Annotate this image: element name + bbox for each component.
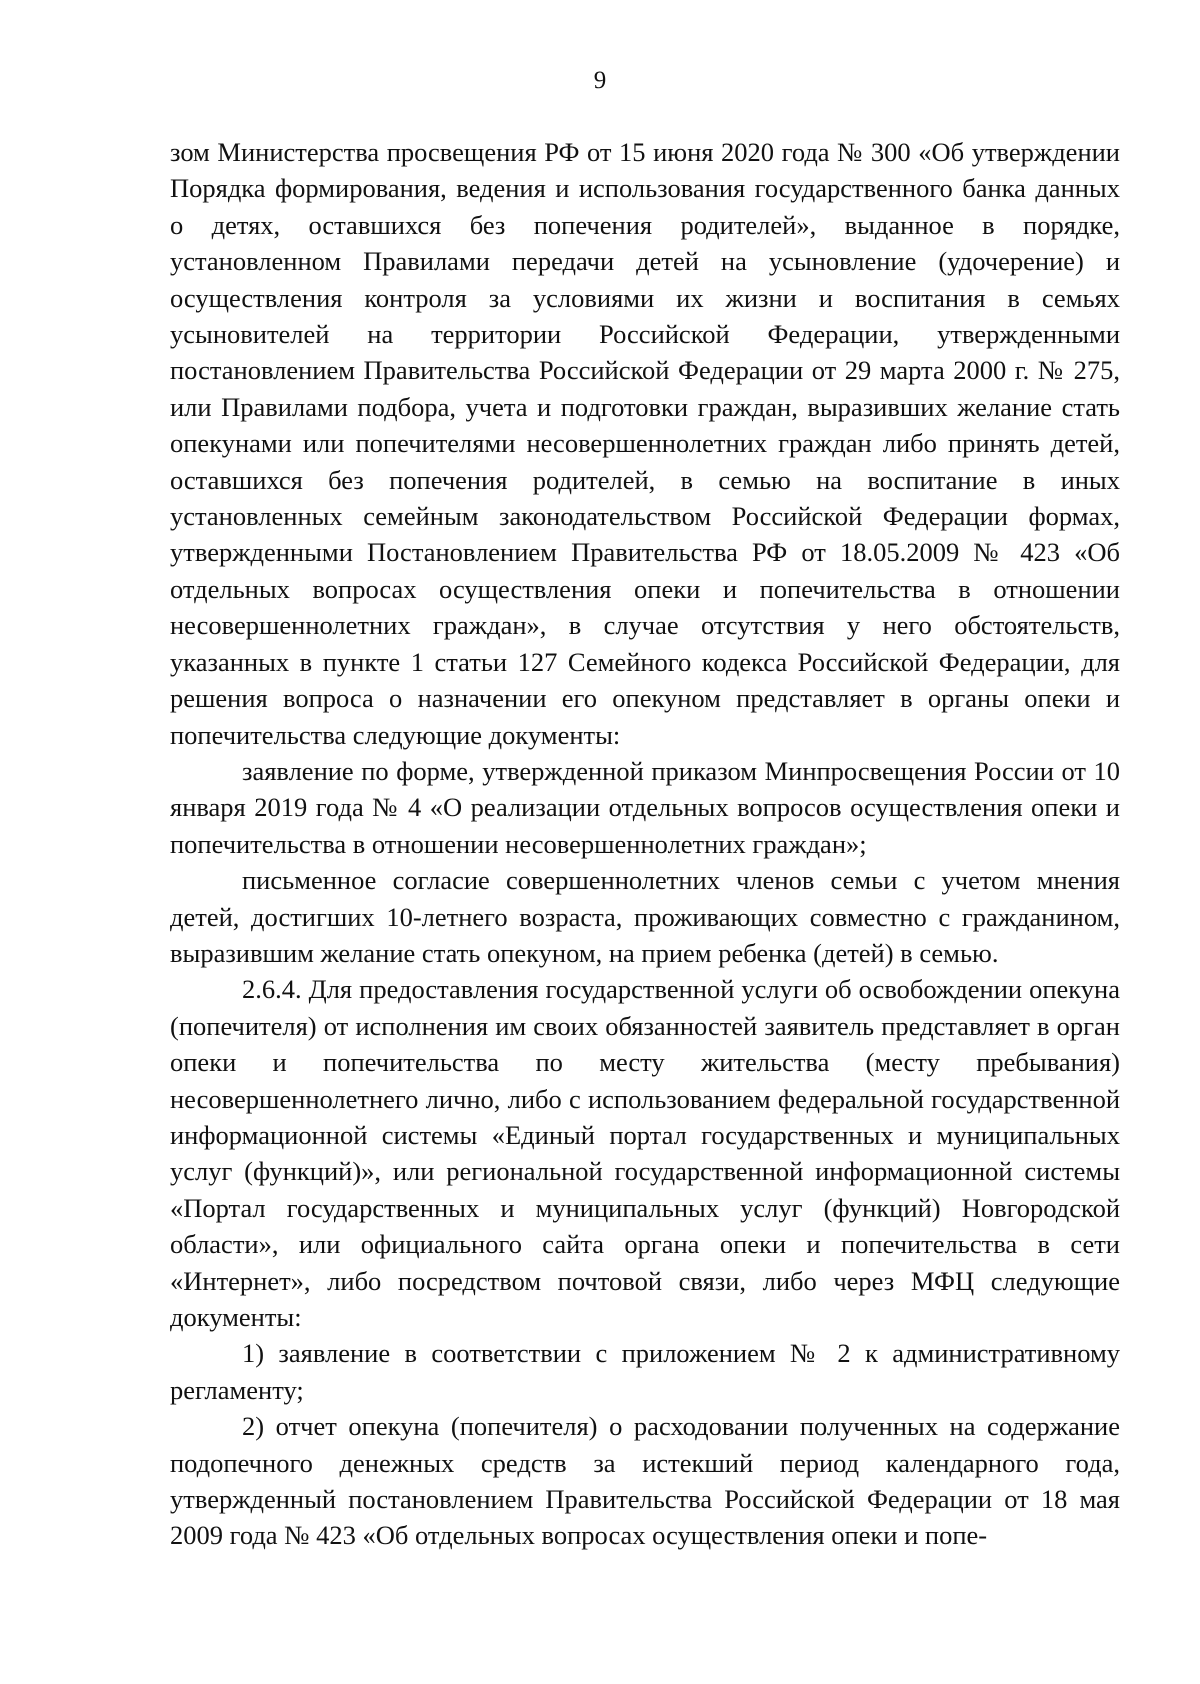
paragraph-application-form: заявление по форме, утвержденной приказом Минпросвещения России от 10 января 2019 года № 4 «О реализации отдельных вопросов осуществления опеки и попечительства в отношении несовершеннолетних граждан»; [170,755,1120,859]
page-number: 9 [593,67,607,94]
list-item-2: 2) отчет опекуна (попечителя) о расходовании полученных на содержание подопечного денежных средств за истекший период календарного года, утвержденный постановлением Правительства Российской Федерации от 18 мая 2009 года № 423 «Об отдельных вопросах осуществления опеки и попе- [170,1411,1120,1551]
document-body [170,134,1120,1554]
list-item-1: 1) заявление в соответствии с приложением № 2 к административному регламенту; [170,1338,1120,1405]
paragraph-family-consent: письменное согласие совершеннолетних членов семьи с учетом мнения детей, достигших 10-летнего возраста, проживающих совместно с гражданином, выразившим желание стать опекуном, на прием ребенка (детей) в семью. [170,865,1120,968]
paragraph-section-2-6-4: 2.6.4. Для предоставления государственной услуги об освобождении опекуна (попечителя) от исполнения им своих обязанностей заявитель представляет в орган опеки и попечительства по месту жительства (месту пребывания) несовершеннолетнего лично, либо с использованием федеральной государственной информационной системы «Единый портал государственных и муниципальных услуг (функций)», или региональной государственной информационной системы «Портал государственных и муниципальных услуг (функций) Новгородской области», или официального сайта органа опеки и попечительства в сети «Интернет», либо посредством почтовой связи, либо через МФЦ следующие документы: [170,974,1120,1332]
paragraph-continuation: зом Министерства просвещения РФ от 15 июня 2020 года № 300 «Об утверждении Порядка формирования, ведения и использования государственного банка данных о детях, оставшихся без попечения родителей», выданное в порядке, установленном Правилами передачи детей на усыновление (удочерение) и осуществления контроля за условиями их жизни и воспитания в семьях усыновителей на территории Российской Федерации, утвержденными постановлением Правительства Российской Федерации от 29 марта 2000 г. № 275, или Правилами подбора, учета и подготовки граждан, выразивших желание стать опекунами или попечителями несовершеннолетних граждан либо принять детей, оставшихся без попечения родителей, в семью на воспитание в иных установленных семейным законодательством Российской Федерации формах, утвержденными Постановлением Правительства РФ от 18.05.2009 № 423 «Об отдельных вопросах осуществления опеки и попечительства в отношении несовершеннолетних граждан», в случае отсутствия у него обстоятельств, указанных в пункте 1 статьи 127 Семейного кодекса Российской Федерации, для решения вопроса о назначении его опекуном представляет в органы опеки и попечительства следующие документы: [170,137,1120,750]
